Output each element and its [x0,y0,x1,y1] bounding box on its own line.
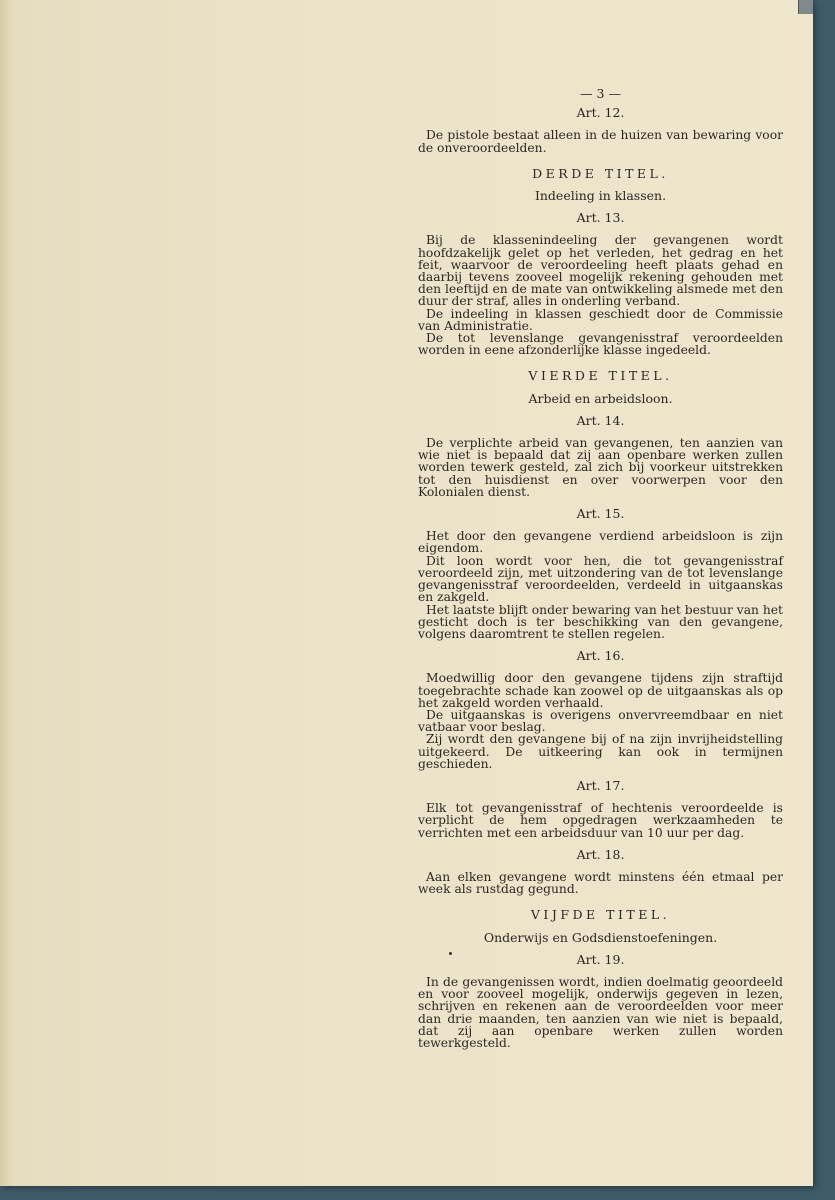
article-13-heading: Art. 13. [576,210,625,226]
article-16-paragraph: Moedwillig door den gevangene tijdens zijn straftijd toegebrachte schade kan zoowel op de uitgaanskas als op het zakgeld worden verhaald. [418,671,783,710]
article-15-heading: Art. 15. [576,506,625,522]
article-15-paragraph: Dit loon wordt voor hen, die tot gevangenisstraf veroordeeld zijn, met uitzondering van de tot levenslange gevangenisstraf veroordeelden, verdeeld in uitgaanskas en zakgeld. [418,553,783,605]
article-15-paragraph: Het door den gevangene verdiend arbeidsloon is zijn eigendom. [418,529,783,556]
page-spine-shading [0,0,14,1186]
article-16-paragraph: Zij wordt den gevangene bij of na zijn invrijheidstelling uitgekeerd. De uitkeering kan ook in termijnen geschieden. [418,732,783,771]
page-corner-mark [798,0,813,14]
article-15-paragraph: Het laatste blijft onder bewaring van het bestuur van het gesticht doch is ter beschikking van den gevangene, volgens daaromtrent te stellen regelen. [418,602,783,641]
article-16-heading: Art. 16. [576,648,625,664]
page-number: — 3 — [580,86,621,101]
article-17-paragraph: Elk tot gevangenisstraf of hechtenis veroordeelde is verplicht de hem opgedragen werkzaamheden te verrichten met een arbeidsduur van 10 uur per dag. [418,801,783,840]
article-17-heading: Art. 17. [576,777,625,793]
title-derde-subtitle: Indeeling in klassen. [534,188,667,204]
article-16-paragraph: De uitgaanskas is overigens onvervreemdbaar en niet vatbaar voor beslag. [418,707,783,735]
title-vierde: VIERDE TITEL. [528,368,673,384]
article-18-heading: Art. 18. [576,846,625,862]
article-12-heading: Art. 12. [576,105,625,121]
article-19-heading: Art. 19. [576,951,625,967]
article-18-paragraph: Aan elken gevangene wordt minstens één etmaal per week als rustdag gegund. [418,869,783,897]
article-14-paragraph: De verplichte arbeid van gevangenen, ten aanzien van wie niet is bepaald dat zij aan openbare werken zullen worden tewerk gesteld, zal zich bij voorkeur uitstrekken tot den huisdienst en over voorwerpen voor den Kolonialen dienst. [418,436,783,499]
article-19-paragraph: In de gevangenissen wordt, indien doelmatig geoordeeld en voor zooveel mogelijk, onderwijs gegeven in lezen, schrijven en rekenen aan de veroordeelden voor meer dan drie maanden, ten aanzien van wie niet is bepaald, dat zij aan openbare werken zullen worden tewerkgesteld. [418,974,783,1050]
article-13-paragraph: De indeeling in klassen geschiedt door de Commissie van Administratie. [418,306,783,333]
article-13-paragraph: Bij de klassenindeeling der gevangenen wordt hoofdzakelijk gelet op het verleden, het gedrag en het feit, waarvoor de veroordeeling heeft plaats gehad en daarbij tevens zooveel mogelijk rekening gehouden met den leeftijd en de mate van ontwikkeling alsmede met den duur der straf, alles in onderling verband. [418,233,783,309]
article-12-paragraph: De pistole bestaat alleen in de huizen van bewaring voor de onveroordeelden. [418,128,783,155]
title-vijfde: VIJFDE TITEL. [530,907,671,923]
title-vijfde-subtitle: Onderwijs en Godsdienstoefeningen. [483,929,718,945]
text-column [418,88,783,1049]
article-13-paragraph: De tot levenslange gevangenisstraf veroordeelden worden in eene afzonderlijke klasse ingedeeld. [418,331,783,358]
title-derde: DERDE TITEL. [532,165,669,181]
article-14-heading: Art. 14. [576,412,625,428]
title-vierde-subtitle: Arbeid en arbeidsloon. [528,390,673,406]
